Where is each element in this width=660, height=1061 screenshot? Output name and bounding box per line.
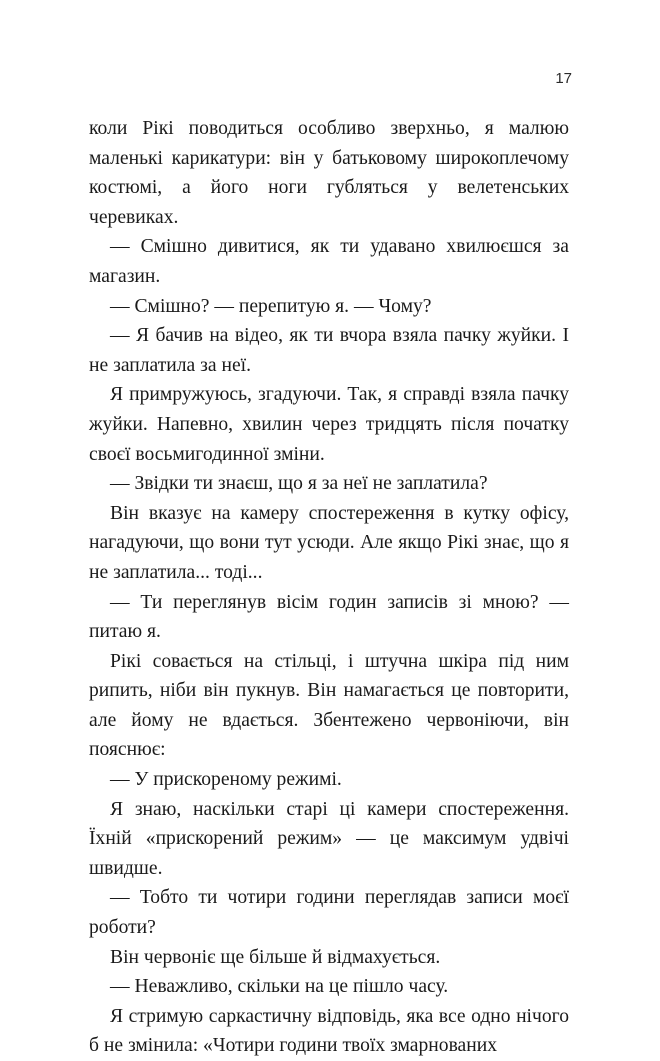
paragraph: — Ти переглянув вісім годин записів зі мною? — питаю я. — [89, 591, 569, 643]
paragraph: — Я бачив на відео, як ти вчора взяла пачку жуйки. І не заплатила за неї. — [89, 325, 569, 376]
paragraph: Рікі совається на стільці, і штучна шкіра під ним рипить, ніби він пукнув. Він намагається це повторити, але йому не вдається. Збентежено червоніючи, він пояснює: — [89, 650, 569, 761]
paragraph: — У прискореному режимі. — [110, 769, 342, 791]
paragraph: Я примружуюсь, згадуючи. Так, я справді взяла пачку жуйки. Напевно, хвилин через тридцять після початку своєї восьмигодинної зміни. — [89, 384, 569, 465]
paragraph: — Смішно дивитися, як ти удавано хвилюєшся за магазин. — [89, 236, 569, 287]
paragraph: — Неважливо, скільки на це пішло часу. — [110, 976, 449, 998]
paragraph: Він вказує на камеру спостереження в кутку офісу, нагадуючи, що вони тут усюди. Але якщо Рікі знає, що я не заплатила... тоді... — [89, 502, 569, 583]
paragraph: — Смішно? — перепитую я. — Чому? — [110, 295, 432, 317]
paragraph: Я знаю, наскільки старі ці камери спостереження. Їхній «прискорений режим» — це максимум удвічі швидше. — [89, 798, 569, 879]
paragraph: — Звідки ти знаєш, що я за неї не заплатила? — [110, 473, 488, 495]
paragraph: Він червоніє ще більше й відмахується. — [110, 946, 441, 968]
paragraph: — Тобто ти чотири години переглядав записи моєї роботи? — [89, 887, 569, 939]
paragraph: Я стримую саркастичну відповідь, яка все одно нічого б не змінила: «Чотири години твоїх змарнованих — [89, 1005, 569, 1057]
body-text — [89, 114, 569, 1061]
paragraph: коли Рікі поводиться особливо зверхньо, я малюю маленькі карикатури: він у батьковому широкоплечому костюмі, а його ноги губляться у велетенських черевиках. — [89, 118, 569, 228]
page-number: 17 — [555, 70, 572, 87]
